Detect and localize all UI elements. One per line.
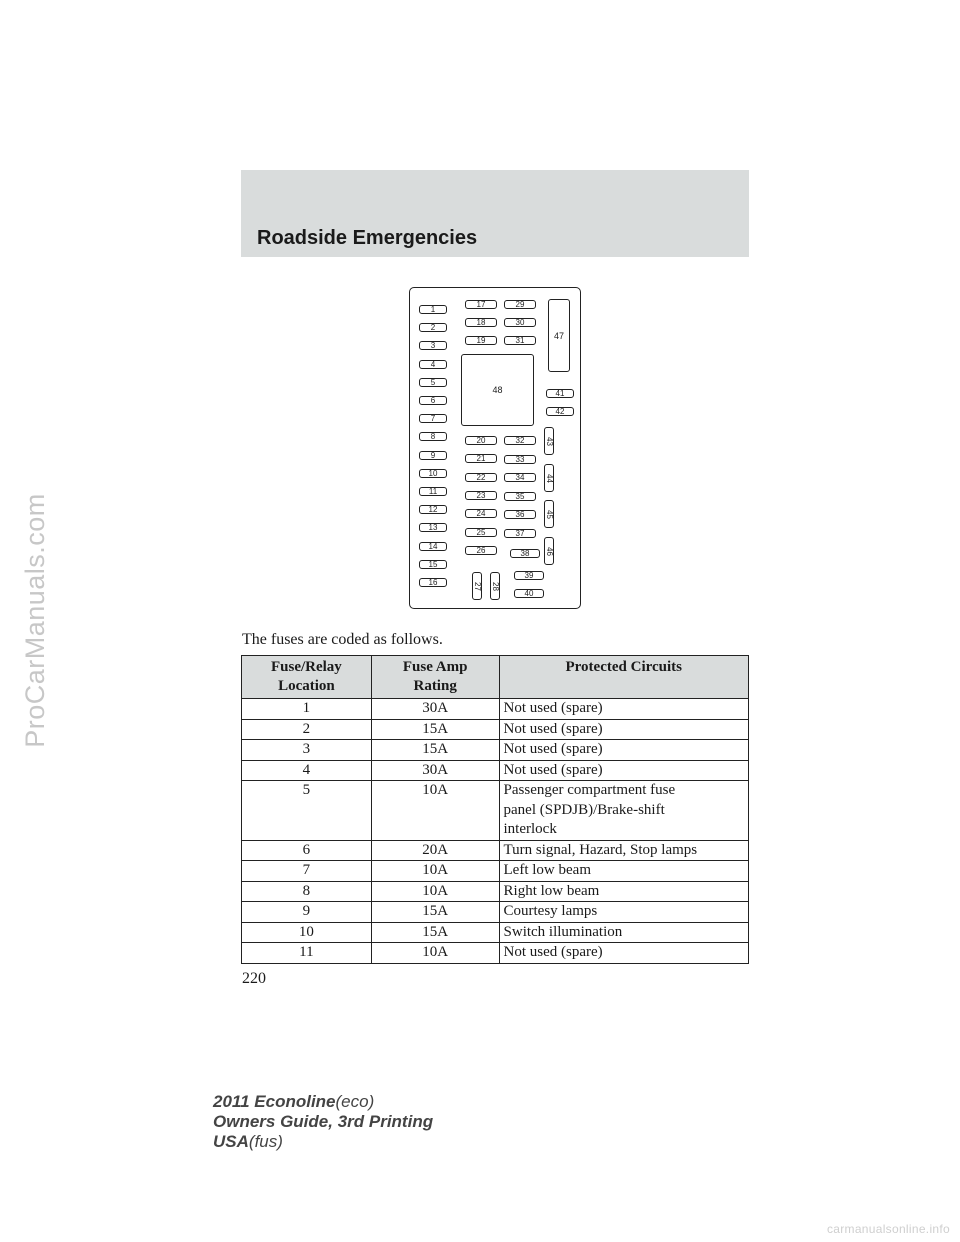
- fuse-6: [419, 396, 447, 405]
- section-title: Roadside Emergencies: [257, 227, 478, 249]
- circuit-line: Not used (spare): [503, 741, 603, 757]
- fuse-label: 5: [430, 377, 436, 387]
- cell-rating: 10A: [371, 781, 499, 841]
- table-row: [242, 861, 749, 882]
- circuit-line: Not used (spare): [503, 944, 603, 960]
- table-row: [242, 699, 749, 720]
- cell-rating: 10A: [371, 943, 499, 964]
- fuse-8: [419, 432, 447, 441]
- circuit-line: Switch illumination: [503, 923, 623, 940]
- cell-location: 3: [242, 740, 372, 761]
- circuit-line: interlock: [503, 821, 557, 837]
- intro-text: The fuses are coded as follows.: [242, 631, 443, 648]
- fuse-34: [504, 473, 536, 482]
- fuse-label: 15: [428, 559, 438, 569]
- fuse-label: 23: [476, 490, 486, 500]
- fuse-15: [419, 560, 447, 569]
- cell-location: 6: [242, 840, 372, 861]
- cell-circuits: [499, 740, 748, 761]
- cell-location: 2: [242, 719, 372, 740]
- fuse-39: [514, 571, 544, 580]
- cell-circuits: [499, 699, 748, 720]
- fuse-10: [419, 469, 447, 478]
- header-rating: Fuse Amp Rating: [371, 656, 499, 699]
- cell-rating: 15A: [371, 902, 499, 923]
- fuse-label: 48: [492, 385, 503, 395]
- fuse-26: [465, 546, 497, 555]
- circuit-line: Courtesy lamps: [503, 903, 598, 919]
- footer-model-code: (eco): [335, 1092, 375, 1111]
- fuse-30: [504, 318, 536, 327]
- cell-rating: 15A: [371, 719, 499, 740]
- fuse-44: [544, 464, 554, 492]
- fuse-25: [465, 528, 497, 537]
- fuse-45: [544, 500, 554, 528]
- cell-circuits: [499, 881, 748, 902]
- fuse-46: [544, 537, 554, 565]
- fuse-label: 3: [430, 341, 436, 351]
- circuit-line: Turn signal, Hazard, Stop lamps: [503, 841, 698, 858]
- fuse-29: [504, 300, 536, 309]
- cell-circuits: [499, 840, 748, 861]
- footer-guide: Owners Guide, 3rd Printing: [213, 1112, 434, 1131]
- cell-location: 7: [242, 861, 372, 882]
- fuse-32: [504, 436, 536, 445]
- fuse-label: 39: [524, 571, 534, 580]
- cell-location: 4: [242, 760, 372, 781]
- fuse-label: 1: [430, 305, 436, 314]
- table-row: [242, 740, 749, 761]
- cell-rating: 30A: [371, 699, 499, 720]
- fuse-5: [419, 378, 447, 387]
- fuse-21: [465, 454, 497, 463]
- fuse-40: [514, 589, 544, 598]
- fuse-label: 19: [476, 336, 486, 345]
- cell-location: 11: [242, 943, 372, 964]
- fuse-35: [504, 492, 536, 501]
- footer-region: USA: [213, 1132, 249, 1151]
- fuse-23: [465, 491, 497, 500]
- fuse-33: [504, 455, 536, 464]
- watermark-text: ProCarManuals.com: [19, 492, 50, 748]
- fuse-label: 29: [515, 300, 525, 309]
- cell-rating: 20A: [371, 840, 499, 861]
- fuse-label: 33: [515, 454, 525, 464]
- circuit-line: Not used (spare): [503, 720, 603, 737]
- fuse-14: [419, 542, 447, 551]
- fuse-label: 9: [430, 450, 436, 460]
- header-location: Fuse/Relay Location: [242, 656, 372, 699]
- cell-location: 1: [242, 699, 372, 720]
- fuse-label: 41: [555, 389, 565, 398]
- fuse-12: [419, 505, 447, 514]
- fuse-label: 27: [472, 581, 482, 591]
- fuse-panel-diagram: [409, 287, 581, 609]
- fuse-28: [490, 572, 500, 600]
- fuse-42: [546, 407, 574, 416]
- footer-region-code: (fus): [248, 1132, 283, 1151]
- fuse-label: 36: [515, 510, 525, 519]
- cell-rating: 15A: [371, 922, 499, 943]
- fuse-label: 25: [476, 527, 486, 537]
- fuse-label: 47: [553, 330, 564, 341]
- fuse-label: 30: [515, 318, 525, 327]
- fuse-47: [548, 299, 570, 372]
- fuse-24: [465, 509, 497, 518]
- fuse-label: 28: [490, 581, 500, 591]
- fuse-4: [419, 360, 447, 369]
- fuse-1: [419, 305, 447, 314]
- fuse-label: 44: [544, 473, 554, 483]
- fuse-label: 7: [430, 414, 436, 424]
- circuit-line: panel (SPDJB)/Brake-shift: [503, 801, 665, 818]
- fuse-31: [504, 336, 536, 345]
- fuse-27: [472, 572, 482, 600]
- fuse-label: 43: [544, 436, 554, 446]
- cell-location: 10: [242, 922, 372, 943]
- footer-model: 2011 Econoline: [213, 1092, 336, 1111]
- fuse-label: 10: [428, 468, 438, 478]
- watermark: [8, 300, 62, 940]
- fuse-label: 16: [428, 578, 438, 587]
- fuse-9: [419, 451, 447, 460]
- circuit-line: Passenger compartment fuse: [503, 782, 676, 798]
- fuse-label: 37: [515, 528, 525, 538]
- fuse-label: 12: [428, 505, 438, 515]
- fuse-label: 2: [430, 323, 436, 333]
- circuit-line: Not used (spare): [503, 761, 603, 778]
- fuse-label: 6: [430, 396, 436, 405]
- cell-location: 9: [242, 902, 372, 923]
- table-row: [242, 719, 749, 740]
- table-row: [242, 840, 749, 861]
- fuse-label: 22: [476, 472, 486, 482]
- fuse-label: 4: [430, 359, 436, 369]
- cell-rating: 30A: [371, 760, 499, 781]
- fuse-36: [504, 510, 536, 519]
- fuse-3: [419, 341, 447, 350]
- fuse-20: [465, 436, 497, 445]
- fuse-label: 40: [524, 589, 534, 598]
- circuit-line: Right low beam: [503, 882, 600, 899]
- fuse-label: 42: [555, 407, 565, 416]
- cell-circuits: [499, 943, 748, 964]
- fuse-label: 11: [428, 487, 438, 496]
- cell-rating: 15A: [371, 740, 499, 761]
- fuse-41: [546, 389, 574, 398]
- fuse-label: 45: [544, 509, 554, 519]
- circuit-line: Left low beam: [503, 862, 591, 878]
- fuse-label: 8: [430, 432, 436, 442]
- footer-logo: carmanualsonline.info: [826, 1222, 950, 1236]
- fuse-22: [465, 473, 497, 482]
- table-row: [242, 881, 749, 902]
- fuse-7: [419, 414, 447, 423]
- fuse-11: [419, 487, 447, 496]
- fuse-label: 32: [515, 436, 525, 445]
- cell-rating: 10A: [371, 861, 499, 882]
- table-row: [242, 902, 749, 923]
- cell-circuits: [499, 760, 748, 781]
- fuse-label: 17: [476, 300, 486, 309]
- fuse-17: [465, 300, 497, 309]
- fuse-label: 34: [515, 473, 525, 482]
- table-row: [242, 781, 749, 841]
- fuse-label: 18: [476, 318, 486, 327]
- cell-circuits: [499, 922, 748, 943]
- fuse-label: 26: [476, 545, 486, 555]
- cell-circuits: [499, 781, 748, 841]
- cell-location: 8: [242, 881, 372, 902]
- page-number: 220: [242, 970, 266, 987]
- header-circuits: Protected Circuits: [499, 656, 748, 699]
- fuse-38: [510, 549, 540, 558]
- cell-rating: 10A: [371, 881, 499, 902]
- fuse-label: 35: [515, 491, 525, 501]
- cell-circuits: [499, 719, 748, 740]
- fuse-label: 46: [544, 546, 554, 556]
- cell-circuits: [499, 902, 748, 923]
- fuse-label: 38: [520, 549, 530, 558]
- cell-location: 5: [242, 781, 372, 841]
- fuse-label: 14: [428, 541, 438, 551]
- section-header: [241, 170, 749, 257]
- fuse-2: [419, 323, 447, 332]
- fuse-16: [419, 578, 447, 587]
- fuse-18: [465, 318, 497, 327]
- table-row: [242, 760, 749, 781]
- fuse-13: [419, 523, 447, 532]
- fuse-37: [504, 529, 536, 538]
- fuse-label: 31: [515, 336, 525, 345]
- fuse-48: [461, 354, 534, 426]
- circuit-line: Not used (spare): [503, 700, 603, 716]
- footer: [213, 1092, 433, 1152]
- fuse-label: 13: [428, 523, 438, 533]
- fuse-label: 24: [476, 509, 486, 519]
- table-row: [242, 943, 749, 964]
- fuse-19: [465, 336, 497, 345]
- fuse-table: [241, 655, 749, 964]
- fuse-label: 21: [476, 454, 486, 464]
- table-header-row: [242, 656, 749, 699]
- fuse-label: 20: [476, 436, 486, 445]
- fuse-43: [544, 427, 554, 455]
- cell-circuits: [499, 861, 748, 882]
- table-row: [242, 922, 749, 943]
